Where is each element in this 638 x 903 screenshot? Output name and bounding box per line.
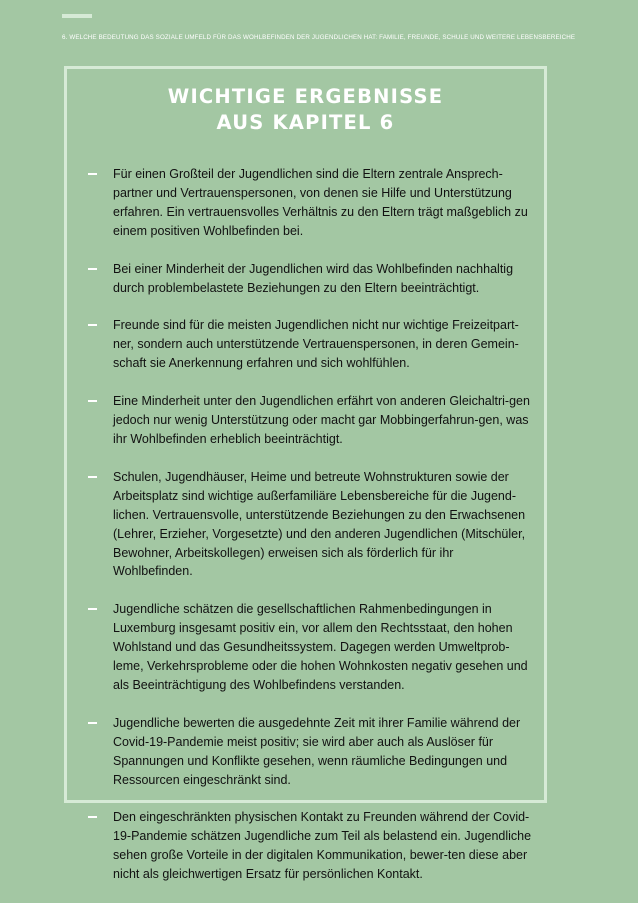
result-item	[88, 808, 536, 884]
dash-bullet-icon	[88, 324, 97, 326]
result-text: Jugendliche bewerten die ausgedehnte Zeit mit ihrer Familie während der Covid-19-Pandemie meist positiv; sie wird aber auch als Auslöser für Spannungen und Konflikte gesehen, wenn räumliche Bedingungen und Ressourcen eingeschränkt sind.	[113, 715, 521, 787]
result-text: Den eingeschränkten physischen Kontakt zu Freunden während der Covid-19-Pandemie schätzen Jugendliche zum Teil als belastend ein. Jugendliche sehen große Vorteile in der digitalen Kommunikation, bewer-ten diese aber nicht als gleichwertigen Ersatz für persönlichen Kontakt.	[113, 810, 532, 882]
result-text: Bei einer Minderheit der Jugendlichen wird das Wohlbefinden nachhaltig durch problembelastete Beziehungen zu den Eltern beeinträchtigt.	[113, 261, 514, 295]
dash-bullet-icon	[88, 722, 97, 724]
dash-bullet-icon	[88, 608, 97, 610]
dash-bullet-icon	[88, 400, 97, 402]
results-list	[88, 165, 536, 903]
result-item	[88, 260, 536, 298]
result-item	[88, 714, 536, 790]
running-header: 6. WELCHE BEDEUTUNG DAS SOZIALE UMFELD FÜR DAS WOHLBEFINDEN DER JUGENDLICHEN HAT: FAMILIE, FREUNDE, SCHULE UND WEITERE LEBENSBEREICHE	[62, 34, 576, 41]
result-item	[88, 392, 536, 449]
result-item	[88, 468, 536, 581]
top-accent-bar	[62, 14, 92, 18]
box-title	[64, 84, 547, 136]
result-text: Freunde sind für die meisten Jugendlichen nicht nur wichtige Freizeitpart-ner, sondern auch unterstützende Vertrauenspersonen, in deren Gemein-schaft sie Anerkennung erfahren und sich wohlfühlen.	[113, 318, 519, 371]
dash-bullet-icon	[88, 173, 97, 175]
result-item	[88, 165, 536, 241]
dash-bullet-icon	[88, 268, 97, 270]
result-text: Eine Minderheit unter den Jugendlichen erfährt von anderen Gleichaltri-gen jedoch nur wenig Unterstützung oder macht gar Mobbingerfahrun-gen, was ihr Wohlbefinden erheblich beeinträchtigt.	[113, 394, 530, 446]
box-title-line-1: WICHTIGE ERGEBNISSE	[167, 85, 444, 108]
dash-bullet-icon	[88, 476, 97, 478]
box-title-line-2: AUS KAPITEL 6	[216, 111, 395, 134]
result-text: Jugendliche schätzen die gesellschaftlichen Rahmenbedingungen in Luxemburg insgesamt positiv ein, vor allem den Rechtsstaat, den hohen Wohlstand und das Gesundheitssystem. Dagegen werden Umweltprob-leme, Verkehrsprobleme oder die hohen Wohnkosten negativ gesehen und als Beeinträchtigung des Wohlbefindens verstanden.	[113, 602, 528, 692]
result-text: Schulen, Jugendhäuser, Heime und betreute Wohnstrukturen sowie der Arbeitsplatz sind wichtige außerfamiliäre Lebensbereiche für die Jugend-lichen. Vertrauensvolle, unterstützende Beziehungen zu den Erwachsenen (Lehrer, Erzieher, Vorgesetzte) und den anderen Jugendlichen (Mitschüler, Bewohner, Arbeitskollegen) erweisen sich als förderlich für ihr Wohlbefinden.	[113, 469, 526, 579]
result-item	[88, 600, 536, 695]
result-text: Für einen Großteil der Jugendlichen sind die Eltern zentrale Ansprech-partner und Vertrauenspersonen, von denen sie Hilfe und Unterstützung erfahren. Ein vertrauensvolles Verhältnis zu den Eltern trägt maßgeblich zu einem positiven Wohlbefinden bei.	[113, 167, 528, 238]
dash-bullet-icon	[88, 816, 97, 818]
result-item	[88, 316, 536, 373]
